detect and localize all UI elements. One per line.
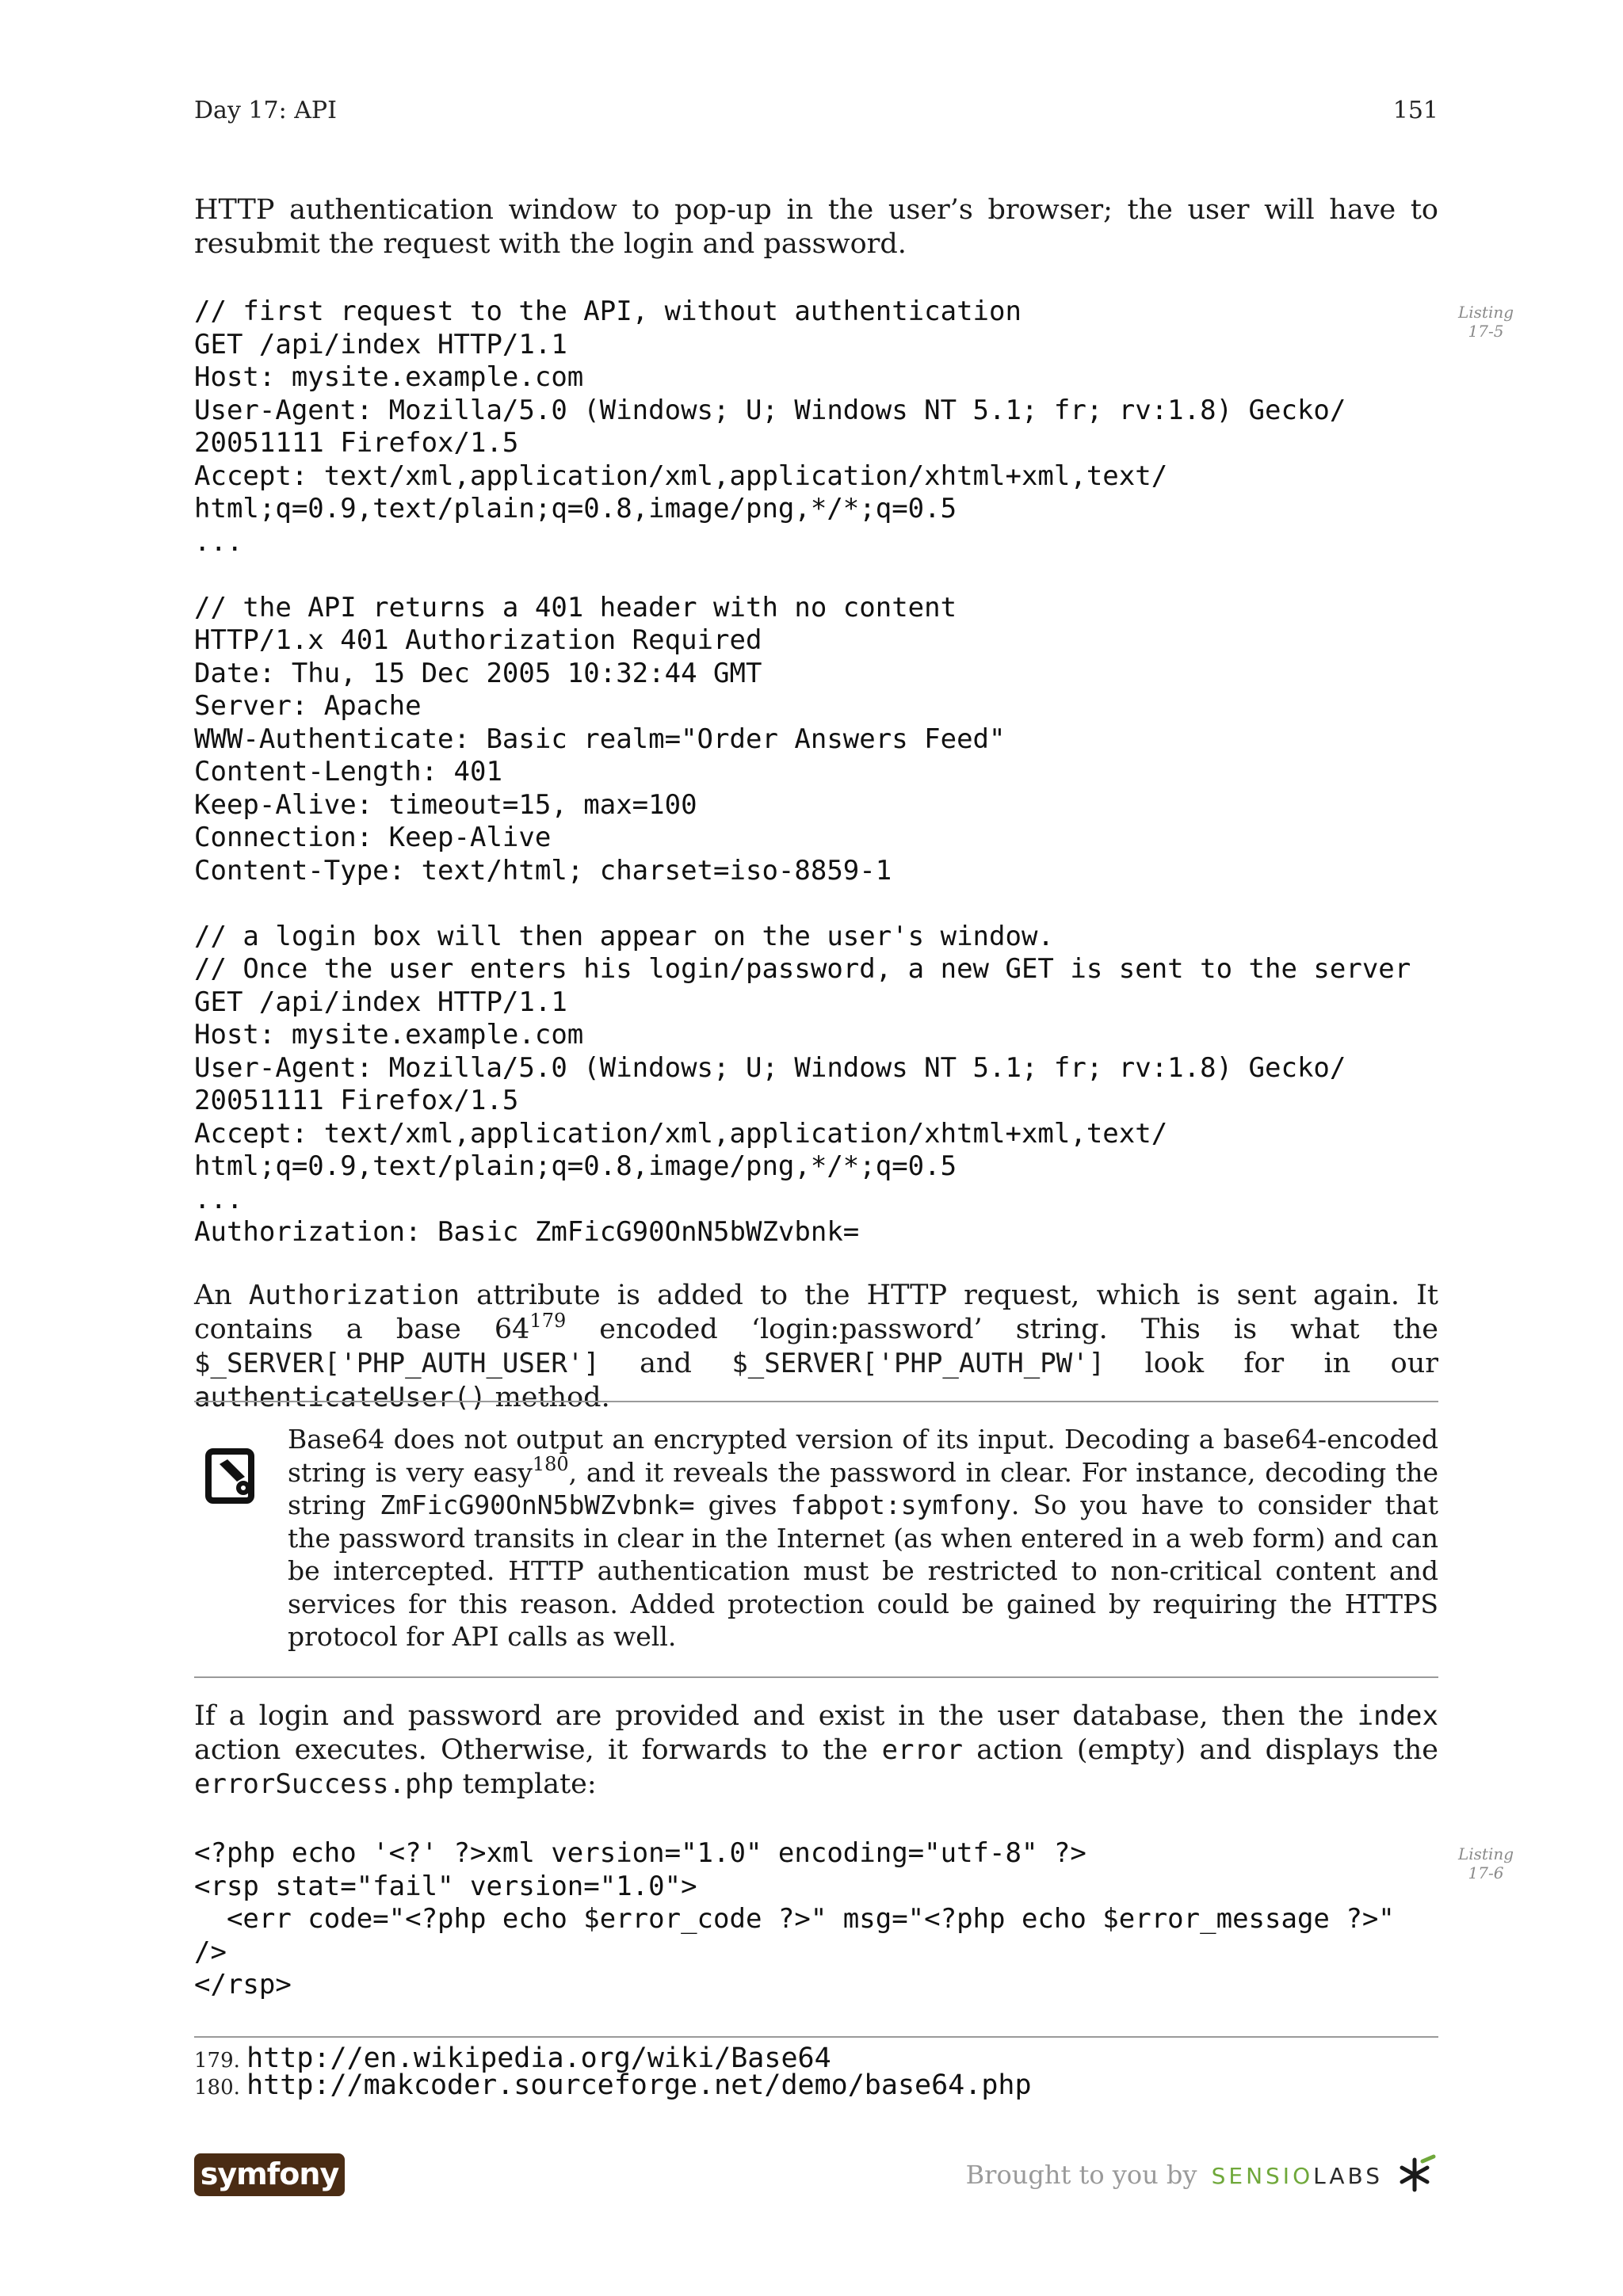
code-line: html;q=0.9,text/plain;q=0.8,image/png,*/*;q=0.5 (194, 493, 957, 524)
inline-code-authorization: Authorization (248, 1280, 460, 1311)
code-line: Keep-Alive: timeout=15, max=100 (194, 788, 697, 821)
footnote-number: 180. (194, 2076, 240, 2100)
code-line: User-Agent: Mozilla/5.0 (Windows; U; Windows NT 5.1; fr; rv:1.8) Gecko/ (194, 1051, 1346, 1084)
code-line: WWW-Authenticate: Basic realm="Order Answers Feed" (194, 723, 1006, 755)
code-line: Accept: text/xml,application/xml,application/xhtml+xml,text/ (194, 1117, 1168, 1150)
code-lines (194, 296, 1438, 1249)
sensiolabs-logo-icon (1396, 2153, 1438, 2196)
login-paragraph (194, 1699, 1438, 1802)
code-line: User-Agent: Mozilla/5.0 (Windows; U; Windows NT 5.1; fr; rv:1.8) Gecko/ (194, 394, 1346, 426)
text-run: action (empty) and displays the (962, 1734, 1438, 1766)
text-run: , and it reveals the password in clear. For instance, decoding the string (288, 1456, 1439, 1520)
footnote-link[interactable]: http://en.wikipedia.org/wiki/Base64 (246, 2042, 831, 2074)
brought-by-text: Brought to you by (965, 2160, 1197, 2190)
code-line: Server: Apache (194, 690, 422, 722)
code-line: </rsp> (194, 1969, 292, 2000)
text-run: attribute is added to the HTTP request, which is sent again. It contains a base 64 (194, 1280, 1438, 1345)
code-line: GET /api/index HTTP/1.1 (194, 328, 567, 360)
code-line: html;q=0.9,text/plain;q=0.8,image/png,*/*;q=0.5 (194, 1150, 957, 1182)
inline-code-php-auth-pw: $_SERVER['PHP_AUTH_PW'] (731, 1348, 1106, 1379)
code-line: Content-Type: text/html; charset=iso-8859-1 (194, 854, 892, 887)
text-run: template: (453, 1768, 597, 1800)
listing-label-number: 17-5 (1468, 322, 1504, 341)
inline-code-error: error (881, 1734, 963, 1766)
text-run: and (599, 1348, 732, 1379)
text-run: look for in our (1105, 1348, 1438, 1379)
code-line: Content-Length: 401 (194, 756, 502, 788)
text-run: action executes. Otherwise, it forwards to the (194, 1734, 882, 1766)
footnote-ref-179[interactable]: 179 (529, 1310, 567, 1332)
code-lines (194, 1837, 1438, 2002)
text-run: . So you have to consider that the password transits in clear in the Internet (as when entered in a web form) and can be intercepted. HTTP authentication must be restricted to non-critical content and services for this reason. Added protection could be gained by requiring the HTTPS protocol for API calls as well. (288, 1489, 1438, 1652)
inline-code-base64-string: ZmFicG90OnN5bWZvbnk= (380, 1489, 695, 1520)
listing-label-number: 17-6 (1468, 1863, 1504, 1882)
code-line: <?php echo '<?' ?>xml version="1.0" encoding="utf-8" ?> (194, 1837, 1086, 1869)
footnote-link[interactable]: http://makcoder.sourceforge.net/demo/base64.php (246, 2069, 1032, 2101)
code-line: /> (194, 1936, 227, 1968)
code-line: ... (194, 525, 243, 558)
inline-code-php-auth-user: $_SERVER['PHP_AUTH_USER'] (194, 1348, 600, 1379)
code-listing-17-6 (194, 1837, 1438, 2002)
code-line: ... (194, 1183, 243, 1215)
text-run: If a login and password are provided and exist in the user database, then the (194, 1700, 1358, 1732)
listing-label-word: Listing (1457, 303, 1514, 322)
sponsor-credit (966, 2160, 1383, 2190)
code-line: Connection: Keep-Alive (194, 822, 552, 853)
code-line: Host: mysite.example.com (194, 1019, 584, 1051)
note-top-divider (194, 1401, 1438, 1402)
intro-paragraph: HTTP authentication window to pop-up in the user’s browser; the user will have to resubmit the request with the login and password. (194, 194, 1438, 260)
text-run: An (194, 1280, 249, 1311)
listing-label-word: Listing (1457, 1844, 1514, 1863)
code-line: HTTP/1.x 401 Authorization Required (194, 624, 762, 656)
code-line: Accept: text/xml,application/xml,application/xhtml+xml,text/ (194, 460, 1168, 492)
footnote-ref-180[interactable]: 180 (532, 1452, 569, 1475)
text-run: method. (486, 1382, 610, 1413)
text-run: encoded ‘login:password’ string. This is what the (566, 1314, 1438, 1345)
code-line: Authorization: Basic ZmFicG90OnN5bWZvbnk= (194, 1216, 860, 1248)
code-line: // first request to the API, without authentication (194, 296, 1022, 327)
code-line: <err code="<?php echo $error_code ?>" msg="<?php echo $error_message ?>" (194, 1903, 1395, 1935)
code-listing-17-5 (194, 296, 1438, 1249)
text-run: Base64 does not output an encrypted version of its input. Decoding a base64-encoded string is very easy (288, 1424, 1438, 1488)
footnotes (194, 2042, 1438, 2101)
text-run: gives (694, 1489, 791, 1520)
code-line: Date: Thu, 15 Dec 2005 10:32:44 GMT (194, 657, 762, 689)
note-text (288, 1423, 1438, 1653)
inline-code-authenticate-user: authenticateUser() (194, 1382, 487, 1413)
note-bottom-divider (194, 1676, 1438, 1678)
sensio-brand: SENSIO (1211, 2163, 1314, 2189)
page-number: 151 (1392, 97, 1438, 124)
code-line: // a login box will then appear on the user's window. (194, 920, 1054, 952)
code-line: 20051111 Firefox/1.5 (194, 1085, 519, 1116)
code-line: <rsp stat="fail" version="1.0"> (194, 1870, 697, 1902)
footnote-number: 179. (194, 2049, 240, 2073)
page-footer (194, 2153, 1438, 2201)
code-line: Host: mysite.example.com (194, 361, 584, 393)
code-line: // the API returns a 401 header with no content (194, 591, 957, 624)
inline-code-error-success-php: errorSuccess.php (194, 1768, 454, 1800)
listing-label-17-6 (1446, 1844, 1526, 1882)
code-line: 20051111 Firefox/1.5 (194, 427, 519, 459)
labs-brand: LABS (1313, 2163, 1383, 2189)
running-header (194, 97, 1438, 128)
footnote-180 (194, 2069, 1438, 2101)
inline-code-index: index (1357, 1700, 1438, 1732)
code-line (194, 559, 1438, 592)
code-line: // Once the user enters his login/password, a new GET is sent to the server (194, 953, 1411, 985)
inline-code-decoded-credentials: fabpot:symfony (790, 1489, 1011, 1520)
code-line: GET /api/index HTTP/1.1 (194, 986, 567, 1018)
authorization-paragraph (194, 1279, 1438, 1415)
symfony-logo: symfony (194, 2153, 345, 2196)
chapter-title: Day 17: API (194, 97, 337, 124)
listing-label-17-5 (1446, 303, 1526, 341)
footnote-divider (194, 2036, 1438, 2038)
code-line (194, 887, 1438, 921)
note-pencil-icon (205, 1448, 256, 1505)
